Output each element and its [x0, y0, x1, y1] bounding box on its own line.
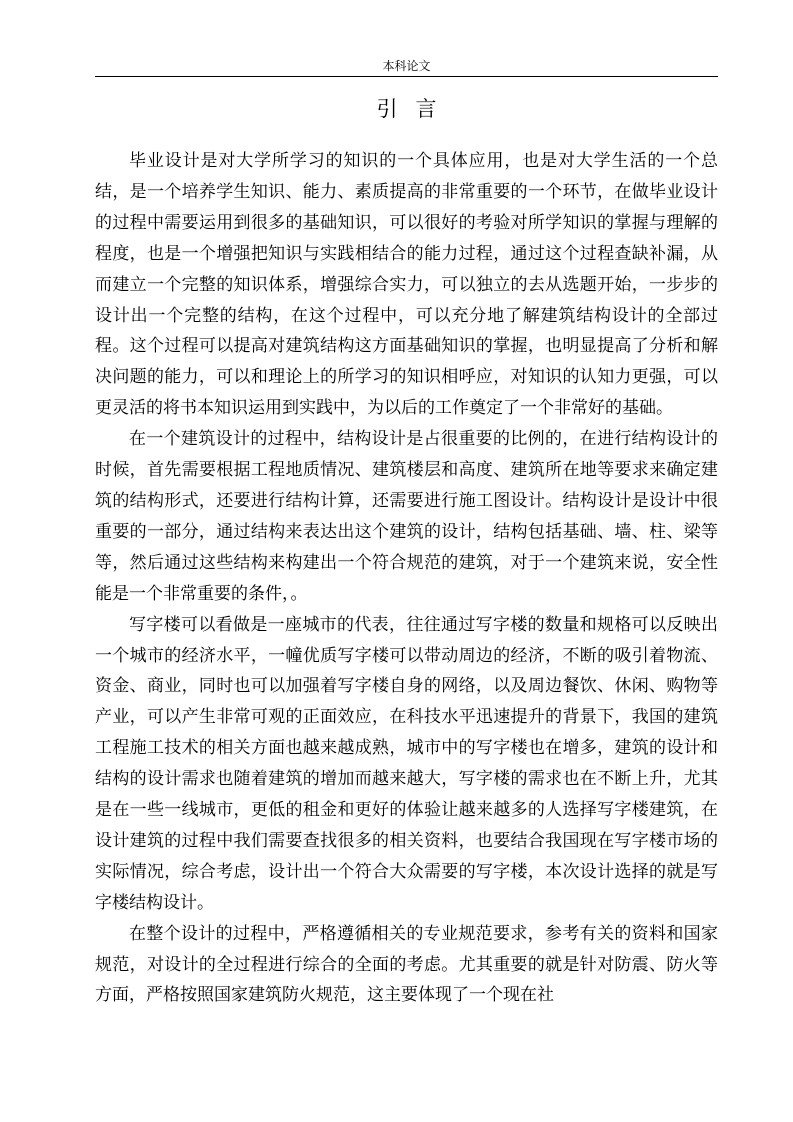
paragraph-4: 在整个设计的过程中，严格遵循相关的专业规范要求，参考有关的资料和国家规范，对设计的全过程进行综合的全面的考虑。尤其重要的就是针对防震、防火等方面，严格按照国家建筑防火规范，这主要体现了一个现在社 — [95, 923, 718, 1006]
running-header: 本科论文 — [95, 59, 718, 77]
paragraph-3: 写字楼可以看做是一座城市的代表，往往通过写字楼的数量和规格可以反映出一个城市的经济水平，一幢优质写字楼可以带动周边的经济，不断的吸引着物流、资金、商业，同时也可以加强着写字楼自身的网络，以及周边餐饮、休闲、购物等产业，可以产生非常可观的正面效应，在科技水平迅速提升的背景下，我国的建筑工程施工技术的相关方面也越来越成熟，城市中的写字楼也在增多，建筑的设计和结构的设计需求也随着建筑的增加而越来越大，写字楼的需求也在不断上升，尤其是在一些一线城市，更低的租金和更好的体验让越来越多的人选择写字楼建筑，在设计建筑的过程中我们需要查找很多的相关资料，也要结合我国现在写字楼市场的实际情况，综合考虑，设计出一个符合大众需要的写字楼，本次设计选择的就是写字楼结构设计。 — [95, 614, 718, 913]
body-text — [95, 146, 718, 1011]
paragraph-1: 毕业设计是对大学所学习的知识的一个具体应用，也是对大学生活的一个总结，是一个培养学生知识、能力、素质提高的非常重要的一个环节，在做毕业设计的过程中需要运用到很多的基础知识，可以很好的考验对所学知识的掌握与理解的程度，也是一个增强把知识与实践相结合的能力过程，通过这个过程查缺补漏，从而建立一个完整的知识体系，增强综合实力，可以独立的去从选题开始，一步步的设计出一个完整的结构，在这个过程中，可以充分地了解建筑结构设计的全部过程。这个过程可以提高对建筑结构这方面基础知识的掌握，也明显提高了分析和解决问题的能力，可以和理论上的所学习的知识相呼应，对知识的认知力更强，可以更灵活的将书本知识运用到实践中，为以后的工作奠定了一个非常好的基础。 — [95, 151, 718, 419]
paragraph-2: 在一个建筑设计的过程中，结构设计是占很重要的比例的，在进行结构设计的时候，首先需要根据工程地质情况、建筑楼层和高度、建筑所在地等要求来确定建筑的结构形式，还要进行结构计算，还需要进行施工图设计。结构设计是设计中很重要的一部分，通过结构来表达出这个建筑的设计，结构包括基础、墙、柱、梁等等，然后通过这些结构来构建出一个符合规范的建筑，对于一个建筑来说，安全性能是一个非常重要的条件，。 — [95, 429, 718, 604]
section-title: 引言 — [376, 97, 455, 121]
